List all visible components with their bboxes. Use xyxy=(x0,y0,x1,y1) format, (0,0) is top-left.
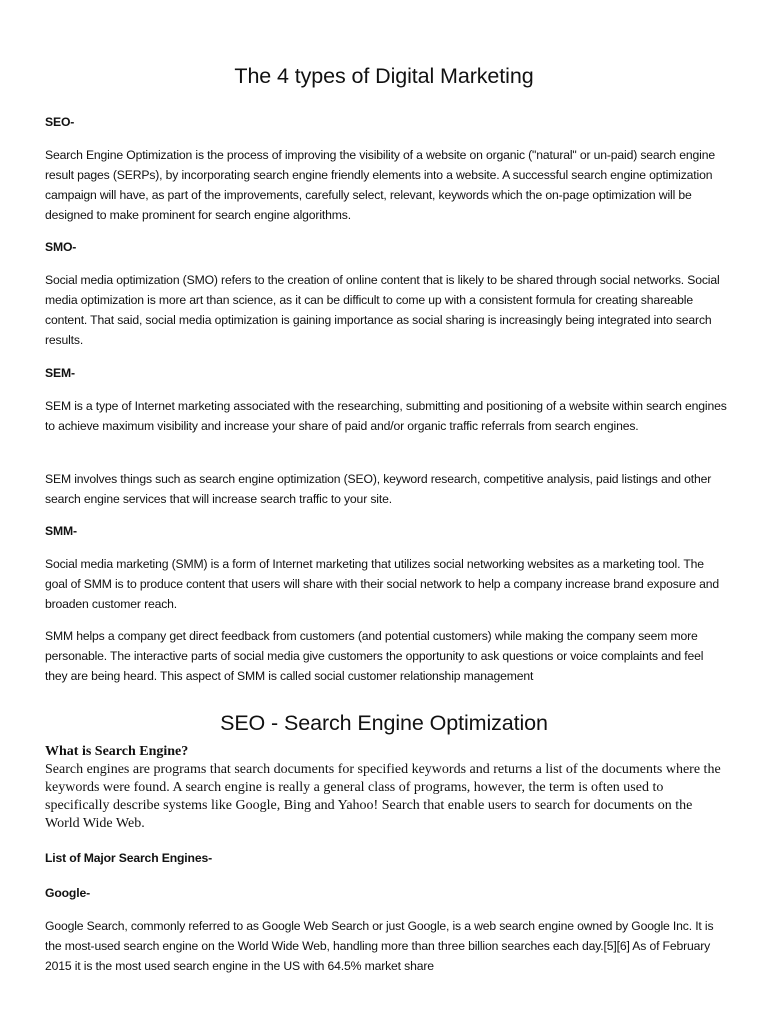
smm-paragraph-2: SMM helps a company get direct feedback from customers (and potential customers) while making the company seem more personable. The interactive parts of social media give customers the opportunity to ask questions or voice complaints and feel they are being heard. This aspect of SMM is called social customer relationship management xyxy=(45,629,704,683)
google-paragraph: Google Search, commonly referred to as Google Web Search or just Google, is a web search engine owned by Google Inc. It is the most-used search engine on the World Wide Web, handling more than three billion searches each day.[5][6] As of February 2015 it is the most used search engine in the US with 64.5% market share xyxy=(45,919,714,973)
sem-paragraph-1: SEM is a type of Internet marketing associated with the researching, submitting and positioning of a website within search engines to achieve maximum visibility and increase your share of paid and/or organic traffic referrals from search engines. xyxy=(45,399,727,433)
search-engine-question: What is Search Engine? xyxy=(45,744,189,759)
sem-paragraph-2: SEM involves things such as search engine optimization (SEO), keyword research, competitive analysis, paid listings and other search engine services that will increase search traffic to your site. xyxy=(45,472,712,506)
search-engine-answer: Search engines are programs that search documents for specified keywords and returns a list of the documents where the keywords were found. A search engine is really a general class of programs, however, the term is often used to specifically describe systems like Google, Bing and Yahoo! Search that enable users to search for documents on the World Wide Web. xyxy=(45,762,721,831)
seo-heading: SEO- xyxy=(45,115,75,129)
smm-paragraph-1: Social media marketing (SMM) is a form of Internet marketing that utilizes social networking websites as a marketing tool. The goal of SMM is to produce content that users will share with their social network to help a company increase brand exposure and broaden customer reach. xyxy=(45,557,719,611)
sem-heading: SEM- xyxy=(45,366,75,380)
page-title: The 4 types of Digital Marketing xyxy=(234,64,534,88)
smo-paragraph: Social media optimization (SMO) refers to the creation of online content that is likely to be shared through social networks. Social media optimization is more art than science, as it can be difficult to come up with a consistent formula for creating shareable content. That said, social media optimization is gaining importance as social sharing is increasingly being integrated into search results. xyxy=(45,273,720,347)
section-title-seo: SEO - Search Engine Optimization xyxy=(220,711,548,735)
google-heading: Google- xyxy=(45,886,90,900)
search-engines-list-heading: List of Major Search Engines- xyxy=(45,851,212,865)
smo-heading: SMO- xyxy=(45,240,77,254)
smm-heading: SMM- xyxy=(45,524,77,538)
seo-paragraph: Search Engine Optimization is the process of improving the visibility of a website on organic ("natural" or un-paid) search engine result pages (SERPs), by incorporating search engine friendly elements into a website. A successful search engine optimization campaign will have, as part of the improvements, carefully select, relevant, keywords which the on-page optimization will be designed to make prominent for search engine algorithms. xyxy=(45,148,715,222)
